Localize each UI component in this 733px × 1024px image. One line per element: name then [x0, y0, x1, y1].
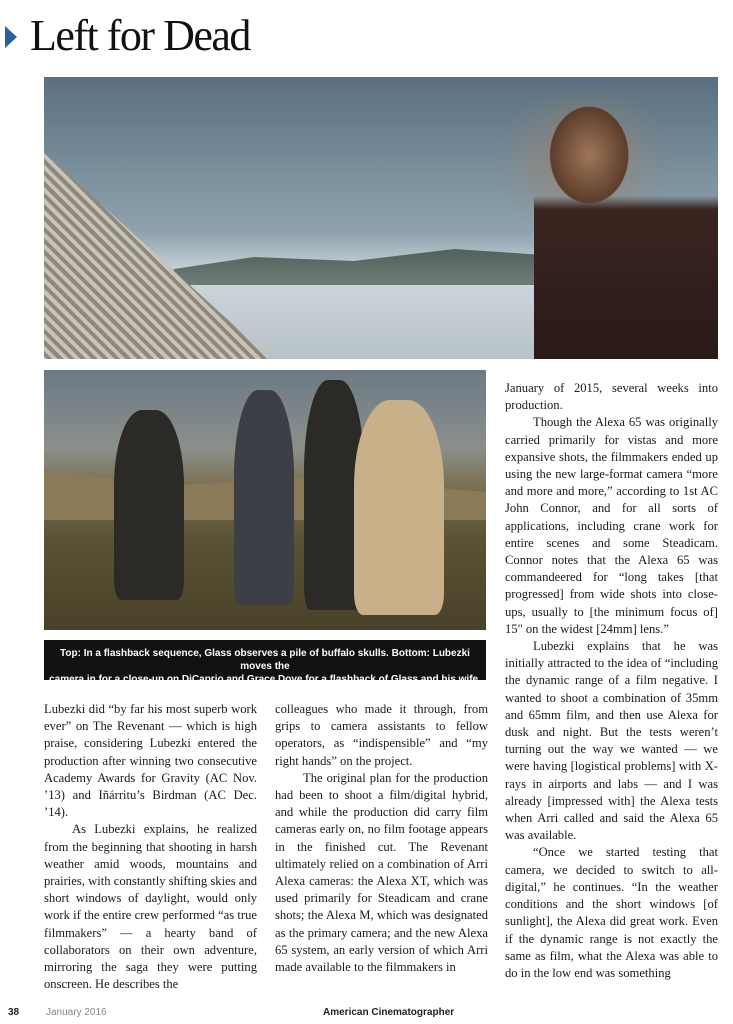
- paragraph: The original plan for the production had been to shoot a film/digital hybrid, and while the production did carry film cameras early on, no film footage appears in the finished cut. The Revenant ultimately relied on a combination of Arri Alexa cameras: the Alexa XT, which was used primarily for Steadicam and crane shots; the Alexa M, which was designated as the primary camera; and the new Alexa 65 system, an early version of which Arri made available to the filmmakers in: [275, 770, 488, 975]
- paragraph: colleagues who made it through, from grips to camera assistants to fellow operators, as “indispensible” and “my right hands” on the project.: [275, 702, 488, 768]
- paragraph: “Once we started testing that camera, we decided to switch to all-digital,” he continues. “In the weather conditions and the short windows [of sunlight], the Alexa did great work. Even if the dynamic range is not exactly the same as film, what the Alexa was able to do in the low end was something: [505, 845, 718, 980]
- text-column-2: [275, 701, 488, 976]
- bottom-photo: [44, 370, 486, 630]
- title-bullet-icon: [5, 26, 17, 48]
- crew-assistant-figure: [234, 390, 294, 605]
- magazine-name: American Cinematographer: [323, 1007, 455, 1018]
- paragraph: Though the Alexa 65 was originally carried primarily for vistas and more expansive shots, the filmmakers ended up using the new large-format camera “more and more and more,” according to 1st AC John Connor, and for all sorts of applications, including crane work for entire scenes and some Steadicam. Connor notes that the Alexa 65 was commandeered for “long takes [that progressed] from wide shots into close-ups, usually to [the minimum focus of] 15" on the widest [24mm] lens.”: [505, 415, 718, 636]
- paragraph: As Lubezki explains, he realized from the beginning that shooting in harsh weather amid woods, mountains and prairies, with constantly shifting skies and short windows of daylight, would only work if the entire crew performed “as true filmmakers” — a hearty band of collaborators on their own adventure, mirroring the saga they were putting onscreen. He describes the: [44, 822, 257, 992]
- crew-operator-figure: [114, 410, 184, 600]
- paragraph: January of 2015, several weeks into production.: [505, 381, 718, 413]
- caption-line-1: Top: In a flashback sequence, Glass observes a pile of buffalo skulls. Bottom: Lubezki moves the: [60, 648, 470, 672]
- skull-pile: [44, 152, 274, 359]
- paragraph: Lubezki did “by far his most superb work ever” on The Revenant — which is high praise, considering Lubezki entered the production after winning two consecutive Academy Awards for Gravity (AC Nov. ’13) and Iñárritu’s Birdman (AC Dec. ’14).: [44, 702, 257, 820]
- actress-figure: [354, 400, 444, 615]
- issue-date: January 2016: [46, 1007, 107, 1018]
- paragraph: Lubezki explains that he was initially attracted to the idea of “including the dynamic range of a film negative. I wanted to shoot a combination of 35mm and 65mm film, and then use Alexa for dusk and night. But the tests weren’t turning out the way we wanted — we were having [logistical problems] with X-rays in airports and labs — and I was already [impressed with] the Alexa tests when Arri called and said the Alexa 65 was available.: [505, 639, 718, 843]
- text-column-3: [505, 380, 718, 982]
- caption-line-2: camera in for a close-up on DiCaprio and Grace Dove for a flashback of Glass and his wife.: [49, 674, 481, 685]
- photo-caption: [44, 640, 486, 685]
- article-title: Left for Dead: [30, 11, 250, 60]
- actor-figure: [534, 87, 718, 359]
- top-photo: [44, 77, 718, 359]
- tree-line: [174, 245, 574, 285]
- text-column-1: [44, 701, 257, 993]
- page-number: 38: [8, 1007, 20, 1018]
